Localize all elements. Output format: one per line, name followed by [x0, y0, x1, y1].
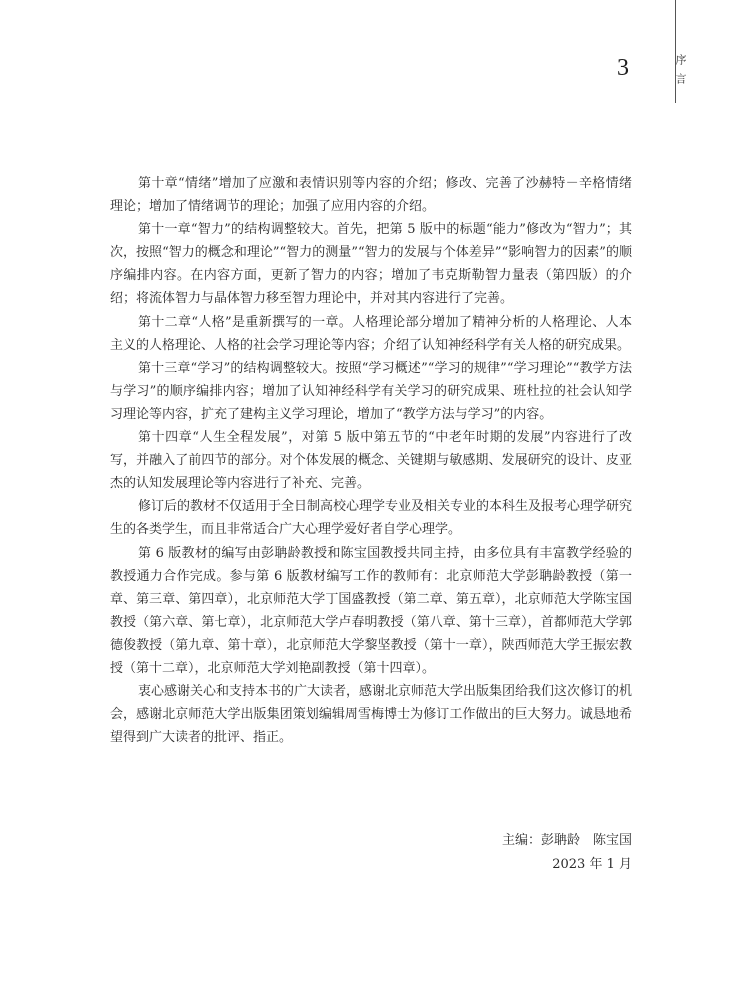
paragraph-chapter-12: 第十二章“人格”是重新撰写的一章。人格理论部分增加了精神分析的人格理论、人本主义的人格理论、人格的社会学习理论等内容；介绍了认知神经科学有关人格的研究成果。 [110, 314, 632, 353]
running-head: 序言 [674, 54, 687, 92]
preface-body [110, 172, 632, 749]
paragraph-chapter-11: 第十一章“智力”的结构调整较大。首先，把第 5 版中的标题“能力”修改为“智力”；其次，按照“智力的概念和理论”“智力的测量”“智力的发展与个体差异”“影响智力的因素”的顺序编排内容。在内容方面，更新了智力的内容；增加了韦克斯勒智力量表（第四版）的介绍；将流体智力与晶体智力移至智力理论中，并对其内容进行了完善。 [110, 222, 632, 307]
page-number: 3 [617, 55, 629, 81]
paragraph-chapter-13: 第十三章“学习”的结构调整较大。按照“学习概述”“学习的规律”“学习理论”“教学方法与学习”的顺序编排内容；增加了认知神经科学有关学习的研究成果、班杜拉的社会认知学习理论等内容，扩充了建构主义学习理论，增加了“教学方法与学习”的内容。 [110, 360, 632, 422]
editors-line: 主编：彭聃龄 陈宝国 [501, 833, 632, 848]
signature-block [380, 829, 632, 877]
paragraph-authors: 第 6 版教材的编写由彭聃龄教授和陈宝国教授共同主持，由多位具有丰富教学经验的教授通力合作完成。参与第 6 版教材编写工作的教师有：北京师范大学彭聃龄教授（第一章、第三章、第四章），北京师范大学丁国盛教授（第二章、第五章），北京师范大学陈宝国教授（第六章、第七章），北京师范大学卢春明教授（第八章、第十三章），首都师范大学郭德俊教授（第九章、第十章），北京师范大学黎坚教授（第十一章），陕西师范大学王振宏教授（第十二章），北京师范大学刘艳副教授（第十四章）。 [110, 545, 632, 676]
paragraph-chapter-10: 第十章“情绪”增加了应激和表情识别等内容的介绍；修改、完善了沙赫特－辛格情绪理论；增加了情绪调节的理论；加强了应用内容的介绍。 [110, 176, 632, 215]
date-line: 2023 年 1 月 [552, 857, 632, 872]
paragraph-audience: 修订后的教材不仅适用于全日制高校心理学专业及相关专业的本科生及报考心理学研究生的各类学生，而且非常适合广大心理学爱好者自学心理学。 [110, 499, 633, 538]
paragraph-acknowledgements: 衷心感谢关心和支持本书的广大读者，感谢北京师范大学出版集团给我们这次修订的机会，感谢北京师范大学出版集团策划编辑周雪梅博士为修订工作做出的巨大努力。诚恳地希望得到广大读者的批评、指正。 [110, 684, 633, 746]
paragraph-chapter-14: 第十四章“人生全程发展”，对第 5 版中第五节的“中老年时期的发展”内容进行了改写，并融入了前四节的部分。对个体发展的概念、关键期与敏感期、发展研究的设计、皮亚杰的认知发展理论等内容进行了补充、完善。 [110, 430, 632, 492]
